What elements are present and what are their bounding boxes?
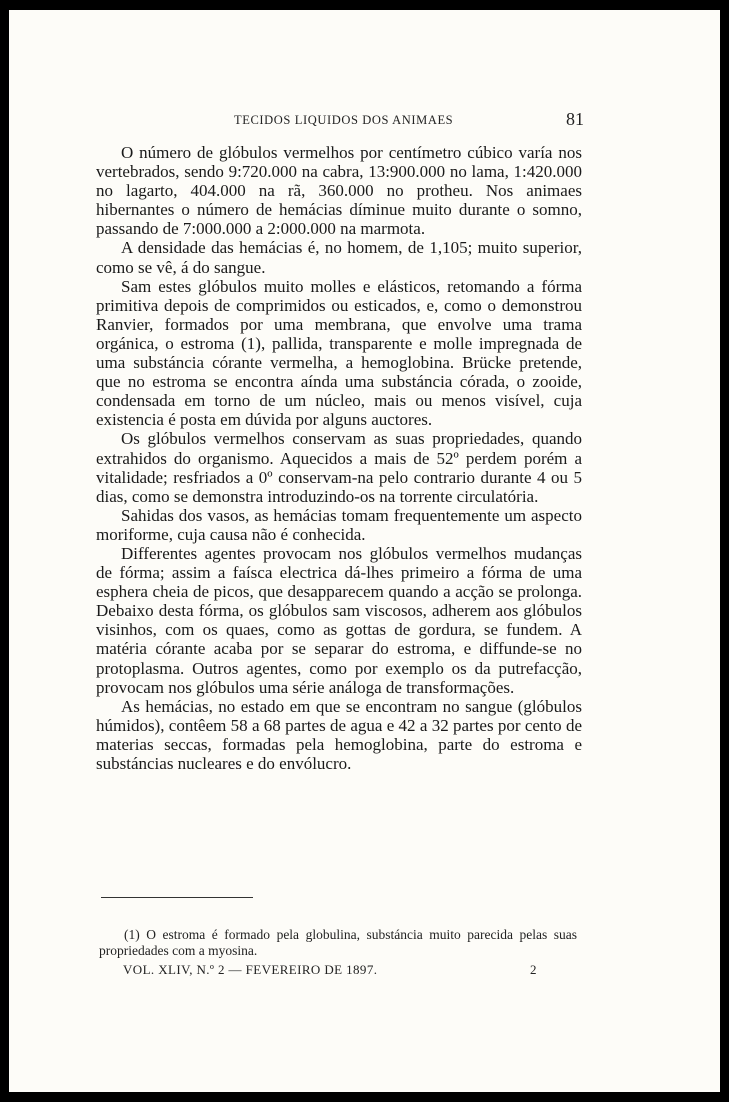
scanned-page — [9, 10, 720, 1092]
running-title: TECIDOS LIQUIDOS DOS ANIMAES — [234, 113, 454, 127]
paragraph: Sahidas dos vasos, as hemácias tomam frequentemente um aspecto moriforme, cuja causa não é conhecida. — [96, 505, 582, 544]
footnote-rule — [101, 897, 253, 898]
paragraph: O número de glóbulos vermelhos por centímetro cúbico varía nos vertebrados, sendo 9:720.000 na cabra, 13:900.000 no lama, 1:420.000 no lagarto, 404.000 na rã, 360.000 no protheu. Nos animaes hibernantes o número de hemácias díminue muito durante o somno, passando de 7:000.000 a 2:000.000 na marmota. — [96, 143, 582, 239]
paragraph: A densidade das hemácias é, no homem, de 1,105; muito superior, como se vê, á do sangue. — [96, 238, 582, 277]
paragraph: Os glóbulos vermelhos conservam as suas propriedades, quando extrahidos do organismo. Aquecidos a mais de 52º perdem porém a vitalidade; resfriados a 0º conservam-na pelo contrario durante 4 ou 5 dias, como se demonstra introduzindo-os na torrente circulatória. — [96, 429, 582, 506]
sheet-number: 2 — [530, 962, 537, 977]
body-text — [96, 143, 582, 773]
paragraph: As hemácias, no estado em que se encontram no sangue (glóbulos húmidos), contêem 58 a 68 partes de agua e 42 a 32 partes por cento de materias seccas, formadas pela hemoglobina, parte do estroma e substáncias nucleares e do envólucro. — [96, 696, 582, 773]
page-number: 81 — [566, 109, 584, 129]
volume-signature: VOL. XLIV, N.º 2 — FEVEREIRO DE 1897. — [123, 962, 378, 977]
paragraph: Differentes agentes provocam nos glóbulos vermelhos mudanças de fórma; assim a faísca electrica dá-lhes primeiro a fórma de uma esphera cheia de picos, que desapparecem quando a acção se prolonga. Debaixo desta fórma, os glóbulos sam viscosos, adherem aos glóbulos visinhos, com os quaes, como as gottas de gordura, se fundem. A matéria córante acaba por se separar do estroma, e diffunde-se no protoplasma. Outros agentes, como por exemplo os da putrefacção, provocam nos glóbulos uma série análoga de transformações. — [96, 543, 582, 697]
footnote: (1) O estroma é formado pela globulina, substáncia muito parecida pelas suas propriedades com a myosina. — [99, 927, 577, 958]
paragraph: Sam estes glóbulos muito molles e elásticos, retomando a fórma primitiva depois de comprimidos ou esticados, e, como o demonstrou Ranvier, formados por uma membrana, que envolve uma trama orgánica, o estroma (1), pallida, transparente e molle impregnada de uma substáncia córante vermelha, a hemoglobina. Brücke pretende, que no estroma se encontra aínda uma substáncia córada, o zooide, condensada em torno de um núcleo, mais ou menos visível, cuja existencia é posta em dúvida por alguns auctores. — [96, 276, 582, 430]
